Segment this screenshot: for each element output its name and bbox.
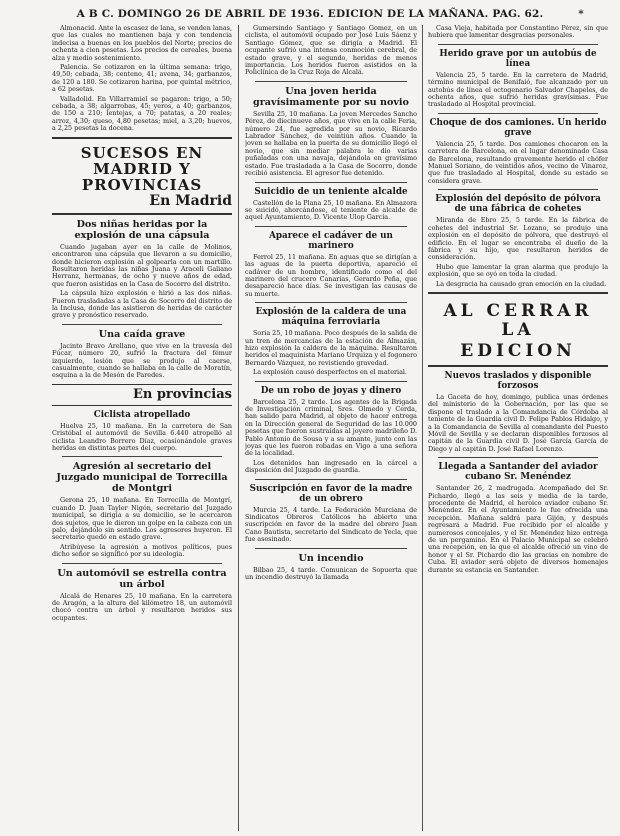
headline-ninas: Dos niñas heridas por la explosión de una cápsula bbox=[74, 218, 210, 241]
headline-traslados: Nuevos traslados y disponible forzosos bbox=[444, 370, 592, 391]
market-paragraph-3: Valladolid. En Villarramiel se pagaron: trigo, a 50; cebada, a 38; algarrobas, 45; yeros, a 40; garbanzos, de 150 a 210; lentejas, a 70; patatas, a 20 reales; arroz, 4,30; queso, 4,80 pesetas; miel, a 3,20; huevos, a 2,25 pesetas la docena. bbox=[52, 94, 232, 133]
divider bbox=[62, 456, 222, 457]
headline-incendio: Un incendio bbox=[298, 552, 364, 564]
divider bbox=[62, 324, 222, 325]
divider bbox=[428, 365, 608, 367]
headline-robo: De un robo de joyas y dinero bbox=[260, 385, 402, 396]
divider bbox=[438, 44, 598, 45]
divider bbox=[255, 302, 407, 303]
article-paragraph: Bilbao 25, 4 tarde. Comunican de Sopuerta que un incendio destruyó la llamada bbox=[245, 565, 417, 582]
divider bbox=[52, 213, 232, 215]
divider bbox=[255, 81, 407, 82]
divider bbox=[438, 189, 598, 190]
article-paragraph: Alcalá de Henares 25, 10 mañana. En la carretera de Aragón, a la altura del kilómetro 18, un automóvil chocó contra un árbol y resultaron heridos sus ocupantes. bbox=[52, 591, 232, 622]
article-paragraph: La cápsula hizo explosión e hirió a las dos niñas. Fueron trasladadas a la Casa de Socorro del distrito de la Inclusa, donde las asistieron de heridas de carácter grave y pronóstico reservado. bbox=[52, 289, 232, 320]
star-mark: * bbox=[578, 8, 584, 20]
article-paragraph: Barcelona 25, 2 tarde. Los agentes de la Brigada de Investigación criminal, Sres. Olmedo y Cerda, han salido para Madrid, al objeto de hacer entrega en la Dirección general de Seguridad de las 10.000 pesetas que fueron sustraídas al joyero madrileño D. Pablo Antonio de Sousa y a su amante, junto con las joyas que les fueron robadas en Vigo a una señora de la localidad. bbox=[245, 397, 417, 458]
headline-suicidio: Suicidio de un teniente alcalde bbox=[254, 186, 408, 197]
divider bbox=[438, 457, 598, 458]
article-paragraph: Murcia 25, 4 tarde. La Federación Murciana de Sindicatos Obreros Católicos ha abierto una suscripción en favor de la madre del obrero Juan Cano Bautista, secretario del Sindicato de Yecla, que fue asesinado. bbox=[245, 505, 417, 544]
divider bbox=[428, 292, 608, 294]
article-paragraph: Valencia 25, 5 tarde. Dos camiones chocaron en la carretera de Barcelona, en el lugar denominado Casa de Barcelona, resultando gravemente herido el chófer Manuel Soriano, de veintidós años, vecino de Vinaroz, que fue trasladado al Hospital, donde su estado se considera grave. bbox=[428, 139, 608, 185]
article-paragraph: Gumersindo Santiago y Santiago Gomez, en un ciclista, el automóvil ocupado por José Luis Sáenz y Santiago Gómez, que se dirigía a Madrid. El ocupante sufrió una intensa conmoción cerebral, de estado grave, y el segundo, heridas de menos importancia. Los heridos fueron asistidos en la Policlínica de la Cruz Roja de Alcalá. bbox=[245, 25, 417, 77]
headline-caldera: Explosión de la caldera de una máquina ferroviaria bbox=[255, 307, 407, 328]
article-paragraph: La desgracia ha causado gran emoción en la ciudad. bbox=[436, 279, 607, 288]
article-paragraph: Gerona 25, 10 mañana. En Torrecilla de Montgrí, cuando D. Juan Tayler Nigón, secretario del Juzgado municipal, se dirigía a su domicilio, se le acercaron dos sujetos, que le dieron un golpe en la cabeza con un palo, dejándolo sin sentido. Los agresores huyeron. El secretario quedó en estado grave. bbox=[52, 496, 232, 542]
divider bbox=[255, 479, 407, 480]
article-paragraph: Castellón de la Plana 25, 10 mañana. En Almazora se suicidó, ahorcándose, el teniente de alcalde de aquel Ayuntamiento, D. Vicente Ulop García. bbox=[245, 198, 417, 222]
divider bbox=[52, 137, 232, 139]
column-rule-2 bbox=[422, 25, 423, 831]
article-paragraph: La explosión causó desperfectos en el material. bbox=[253, 368, 407, 377]
article-paragraph: Soria 25, 10 mañana. Poco después de la salida de un tren de mercancías de la estación de Almazán, hizo explosión la caldera de la máquina. Resultaron heridos el maquinista Mariano Urquiza y el fogonero Bernardo Vázquez, no revistiendo gravedad. bbox=[245, 329, 417, 367]
article-paragraph: Atribúyese la agresión a motivos políticos, pues dicho señor se significó por su ideología. bbox=[52, 542, 232, 559]
page-header bbox=[0, 8, 620, 22]
section-title-edicion: EDICION bbox=[460, 340, 576, 361]
section-title-provincias: En provincias bbox=[52, 384, 232, 406]
article-paragraph: Valencia 25, 5 tarde. En la carretera de Madrid, término municipal de Benifaió, fue alcanzado por un autobús de línea el octogenario Salvador Chapeles, de ochenta años, que sufrió heridas gravísimas. Fue trasladado al Hospital provincial. bbox=[428, 70, 608, 109]
headline-cadaver: Aparece el cadáver de un marinero bbox=[269, 230, 393, 251]
article-paragraph: Jacinto Bravo Arellano, que vive en la travesía del Fúcar, número 20, sufrió la fractura del fémur izquierdo, lesión que se produjo al caerse, casualmente, cuando se hallaba en la calle de Moratín, esquina a la de Mesón de Paredes. bbox=[52, 341, 232, 380]
article-paragraph: Hubo que lamentar la gran alarma que produjo la explosión, que se oyó en toda la ciudad. bbox=[428, 262, 608, 279]
divider bbox=[438, 113, 598, 114]
headline-joven: Una joven herida gravísimamente por su novio bbox=[253, 85, 409, 108]
section-title-sucesos: SUCESOS EN MADRID Y PROVINCIAS bbox=[80, 143, 204, 194]
article-paragraph: Ferrol 25, 11 mañana. En aguas que se dirigían a las aguas de la puerta deportiva, apareció el cadáver de un hombre, identificado como el del marinero del crucero Canarias, Gerardo Peña, que desapareció hace días. Se investigan las causas de su muerte. bbox=[245, 252, 417, 298]
divider bbox=[255, 182, 407, 183]
article-paragraph: Miranda de Ebro 25, 5 tarde. En la fábrica de cohetes del industrial Sr. Lozano, se produjo una explosión en el depósito de pólvora, que destruyó el edificio. En el lugar se encontraba el dueño de la fábrica y su hijo, que resultaron heridos de consideración. bbox=[428, 216, 608, 262]
article-paragraph: La Gaceta de hoy, domingo, publica unas órdenes del ministerio de la Gobernación, por las que se dispone el traslado a la Comandancia de Córdoba al teniente de la Guardia civil D. Felipe Pablos Hidalgo, y a la Comandancia de Sevilla al comandante del Puesto Móvil de Sevilla y se declaran disponibles forzosos al capitán de la Guardia civil D. José García García de Diego y al capitán D. José Rafael Lorenzo. bbox=[428, 392, 608, 453]
article-paragraph: Santander 26, 2 madrugada. Acompañado del Sr. Pichardo, llegó a las seis y media de la tarde, procedente de Madrid, el heroico aviador cubano Sr. Menéndez. En el Ayuntamiento le fue ofrecida una recepción. Mañana saldrá para Gijón, y después regresará a Madrid. Fue recibido por el alcalde y numerosos concejales, y el Sr. Menéndez hizo entrega de un pergamino. En el Palacio Municipal se celebró una recepción, en la que el alcalde ofreció un vino de honor y el Sr. Pichardo dio las gracias en nombre de Cuba. El aviador será objeto de diversos homenajes durante su estancia en Santander. bbox=[428, 484, 608, 574]
headline-choque: Choque de dos camiones. Un herido grave bbox=[429, 117, 607, 138]
article-paragraph: Casa Vieja, habitada por Constantino Pérez, sin que hubiera que lamentar desgracias personales. bbox=[428, 25, 608, 40]
market-paragraph-2: Palencia. Se cotizaron en la última semana: trigo, 49,50; cebada, 38; centeno, 41; avena, 34; garbanzos, de 120 a 180. Se cotizaron harina, por quintal métrico, a 62 pesetas. bbox=[52, 63, 232, 94]
article-paragraph: Los detenidos han ingresado en la cárcel a disposición del Juzgado de guardia. bbox=[245, 458, 417, 475]
section-title-cerrar: AL CERRAR LA bbox=[443, 300, 593, 340]
headline-herido: Herido grave por un autobús de línea bbox=[439, 48, 597, 69]
headline-agresion: Agresión al secretario del Juzgado municipal de Torrecilla de Montgri bbox=[56, 461, 228, 495]
divider bbox=[62, 563, 222, 564]
divider bbox=[255, 226, 407, 227]
headline-suscripcion: Suscripción en favor de la madre de un obrero bbox=[249, 483, 413, 504]
article-paragraph: Sevilla 25, 10 mañana. La joven Mercedes Sancho Pérez, de diecinueve años, que vive en la calle Feria, número 24, fue agredida por su novio, Ricardo Labrador Sánchez, de veintiún años. Cuando la joven se hallaba en la puerta de su domicilio llegó el novio, que sin mediar palabra le dio varias puñaladas con una navaja, dejándola en gravísimo estado. Fue trasladada a la Casa de Socorro, donde recibió asistencia. El agresor fue detenido. bbox=[245, 109, 417, 178]
headline-caida: Una caída grave bbox=[98, 328, 186, 340]
headline-llegada: Llegada a Santander del aviador cubano Sr. Menéndez bbox=[438, 462, 598, 483]
headline-deposito: Explosión del depósito de pólvora de una fábrica de cohetes bbox=[435, 194, 601, 215]
article-paragraph: Huelva 25, 10 mañana. En la carretera de San Cristóbal el automóvil de Sevilla 6.440 atropelló al ciclista Leandro Borrero Díaz, ocasionándole graves heridas en distintas partes del cuerpo. bbox=[52, 421, 232, 452]
header-text: A B C. DOMINGO 26 DE ABRIL DE 1936. EDICION DE LA MAÑANA. PAG. 62. bbox=[76, 8, 544, 20]
section-subtitle-madrid: En Madrid bbox=[149, 192, 232, 209]
headline-automovil: Un automóvil se estrella contra un árbol bbox=[57, 567, 227, 590]
headline-ciclista: Ciclista atropellado bbox=[93, 409, 191, 420]
column-1 bbox=[52, 25, 232, 833]
column-3 bbox=[428, 25, 608, 833]
divider bbox=[255, 381, 407, 382]
article-paragraph: Cuando jugaban ayer en la calle de Molinos, encontraron una cápsula que llevaron a su domicilio, donde hicieron explosión al golpearla con un martillo. Resultaron heridas las niñas Juana y Araceli Galiano Herranz, hermanas, de ocho y nueve años de edad, que fueron asistidas en la Casa de Socorro del distrito. bbox=[52, 242, 232, 288]
divider bbox=[255, 548, 407, 549]
market-paragraph-1: Almonacid. Ante la escasez de lana, se venden lanas, que las cuales no mantienen baja y con tendencia indecisa a buenas en los pueblos del Norte; precios de ochenta a cien pesetas. Los precios de cereales, buena alza y medio sostenimiento. bbox=[52, 25, 232, 62]
column-rule-1 bbox=[238, 25, 239, 831]
column-2 bbox=[245, 25, 417, 833]
